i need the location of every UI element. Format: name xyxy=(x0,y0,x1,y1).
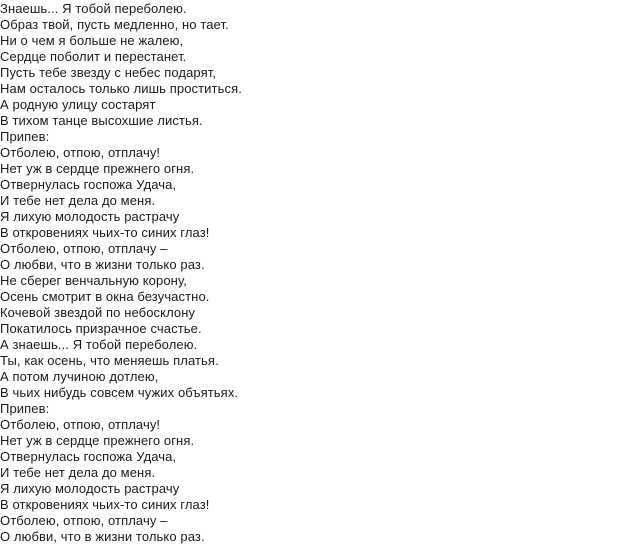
lyric-line: И тебе нет дела до меня. xyxy=(0,465,156,480)
lyric-line: В тихом танце высохшие листья. xyxy=(0,113,203,128)
lyric-line: Ни о чем я больше не жалею, xyxy=(0,33,184,48)
lyric-line: Сердце поболит и перестанет. xyxy=(0,49,187,64)
lyric-line: Покатилось призрачное счастье. xyxy=(0,321,202,336)
lyric-line: Кочевой звездой по небосклону xyxy=(0,305,196,320)
lyric-line: В откровениях чьих-то синих глаз! xyxy=(0,497,210,512)
lyric-line: Нет уж в сердце прежнего огня. xyxy=(0,433,195,448)
lyric-line: И тебе нет дела до меня. xyxy=(0,193,156,208)
lyric-line: Пусть тебе звезду с небес подарят, xyxy=(0,65,217,80)
lyric-line: Нет уж в сердце прежнего огня. xyxy=(0,161,195,176)
lyric-line: Отболею, отпою, отплачу! xyxy=(0,145,161,160)
lyric-line: О любви, что в жизни только раз. xyxy=(0,529,205,544)
lyric-line: Знаешь... Я тобой переболею. xyxy=(0,1,187,16)
lyric-line: Отвернулась госпожа Удача, xyxy=(0,449,177,464)
lyric-line: Осень смотрит в окна безучастно. xyxy=(0,289,210,304)
lyric-line: В откровениях чьих-то синих глаз! xyxy=(0,225,210,240)
lyric-line: Ты, как осень, что меняешь платья. xyxy=(0,353,219,368)
lyric-line: Нам осталось только лишь проститься. xyxy=(0,81,242,96)
lyric-line: Отболею, отпою, отплачу! xyxy=(0,417,161,432)
lyric-line: Я лихую молодость растрачу xyxy=(0,481,180,496)
lyric-line: О любви, что в жизни только раз. xyxy=(0,257,205,272)
chorus-label: Припев: xyxy=(0,401,50,416)
lyric-line: Отболею, отпою, отплачу – xyxy=(0,513,168,528)
lyric-line: А знаешь... Я тобой переболею. xyxy=(0,337,198,352)
lyric-line: А потом лучиною дотлею, xyxy=(0,369,159,384)
lyric-line: Я лихую молодость растрачу xyxy=(0,209,180,224)
lyric-line: Отболею, отпою, отплачу – xyxy=(0,241,168,256)
lyric-line: Не сберег венчальную корону, xyxy=(0,273,187,288)
lyric-line: В чьих нибудь совсем чужих объятьях. xyxy=(0,385,239,400)
lyric-line: Образ твой, пусть медленно, но тает. xyxy=(0,17,229,32)
lyric-line: Отвернулась госпожа Удача, xyxy=(0,177,177,192)
lyric-line: А родную улицу состарят xyxy=(0,97,156,112)
chorus-label: Припев: xyxy=(0,129,50,144)
